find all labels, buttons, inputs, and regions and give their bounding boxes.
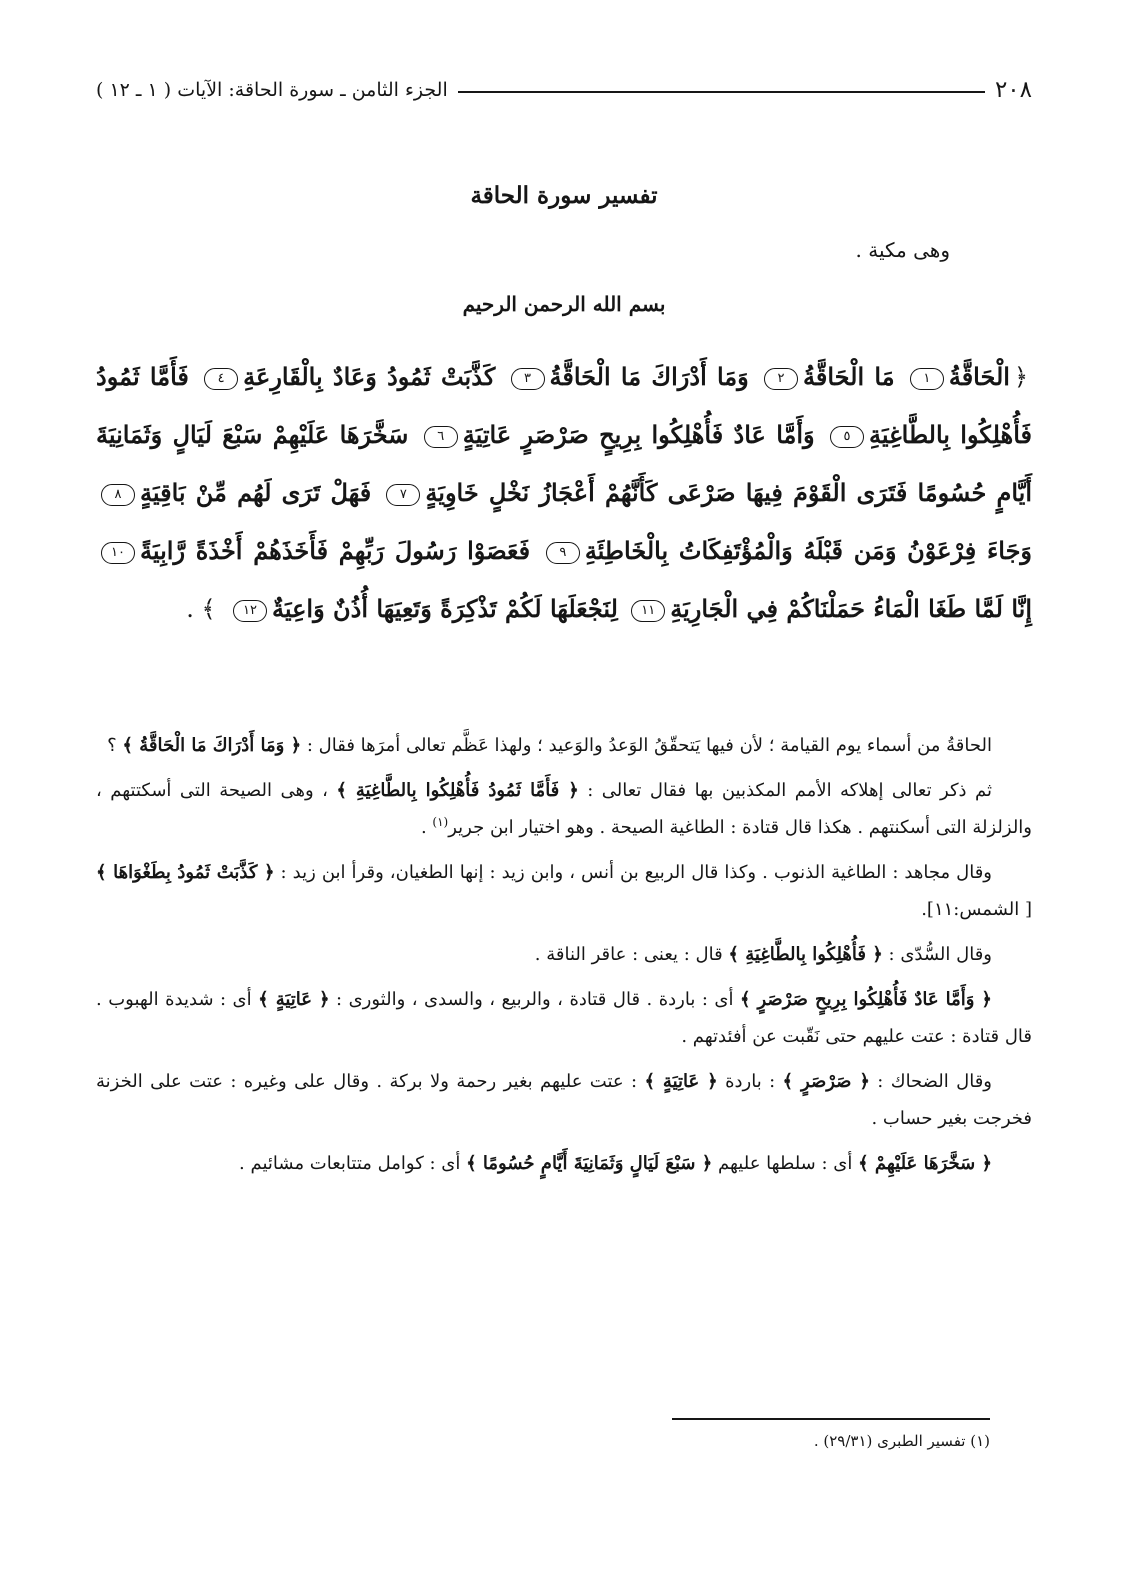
basmala: بسم الله الرحمن الرحيم (462, 292, 666, 316)
commentary-text: . (420, 817, 433, 838)
verse-number-marker: ٤ (204, 368, 238, 390)
quoted-verse: ﴿ سَبْعَ لَيَالٍ وَثَمَانِيَةَ أَيَّامٍ حُسُومًا ﴾ (466, 1153, 713, 1174)
commentary-text: أى : باردة . قال قتادة ، والربيع ، والسدى ، والثورى : (329, 989, 740, 1010)
commentary-text: الحاقةُ من أسماء يوم القيامة ؛ لأن فيها يَتحقّقُ الوَعدُ والوَعيد ؛ ولهذا عَظَّم تعالى أمرَها فقال : (301, 735, 992, 756)
commentary-text: : عتت عليهم بغير رحمة ولا بركة . وقال على وغيره : عتت على الخزنة فخرجت بغير حساب . (96, 1071, 1032, 1129)
quoted-verse: ﴿ وَمَا أَدْرَاكَ مَا الْحَاقَّةُ ﴾ (122, 735, 302, 756)
commentary-text: وقال مجاهد : الطاغية الذنوب . وكذا قال الربيع بن أنس ، وابن زيد : إنها الطغيان، وقرأ ابن زيد : (274, 862, 992, 883)
verse-text: مَا الْحَاقَّةُ (803, 362, 895, 391)
surah-title: تفسير سورة الحاقة (470, 182, 658, 209)
ornate-bracket-close: ﴾ . (186, 595, 216, 623)
quoted-verse: ﴿ صَرْصَرٍ ﴾ (782, 1071, 870, 1092)
commentary-text: ؟ (107, 735, 123, 756)
quoted-verse: ﴿ وَأَمَّا عَادٌ فَأُهْلِكُوا بِرِيحٍ صَرْصَرٍ ﴾ (739, 989, 992, 1010)
commentary-text: أى : شديدة الهبوب . قال قتادة : عتت عليهم حتى نَقّبت عن أفئدتهم . (96, 989, 1032, 1047)
verse-number-marker: ٢ (764, 368, 798, 390)
footnote: (١) تفسير الطبرى (٢٩/٣١) . (813, 1432, 990, 1450)
quoted-verse: ﴿ فَأُهْلِكُوا بِالطَّاغِيَةِ ﴾ (728, 944, 883, 965)
meccan-note: وهى مكية . (855, 238, 950, 262)
verse-text: وَمَا أَدْرَاكَ مَا الْحَاقَّةُ (549, 362, 749, 391)
verse-text: وَأَمَّا عَادٌ فَأُهْلِكُوا بِرِيحٍ صَرْصَرٍ عَاتِيَةٍ (462, 420, 815, 449)
verse-number-marker: ٧ (386, 484, 420, 506)
page-number: ٢٠٨ (994, 77, 1032, 103)
commentary-paragraph (96, 854, 1032, 928)
verse-number-marker: ٣ (511, 368, 545, 390)
verse-number-marker: ١٢ (233, 600, 267, 622)
verse-number-marker: ١ (910, 368, 944, 390)
verse-number-marker: ٨ (101, 484, 135, 506)
ornate-bracket-open: ﴿ (1013, 363, 1029, 391)
verse-text: فَهَلْ تَرَى لَهُم مِّنْ بَاقِيَةٍ (140, 478, 372, 507)
verse-number-marker: ٥ (830, 426, 864, 448)
commentary-text: أى : سلطها عليهم (712, 1153, 859, 1174)
quoted-verse: ﴿ فَأَمَّا ثَمُودُ فَأُهْلِكُوا بِالطَّاغِيَةِ ﴾ (336, 780, 579, 801)
commentary-paragraph (96, 1145, 1032, 1182)
quran-verses-block (96, 348, 1032, 638)
footnote-reference: (١) (432, 815, 449, 829)
verse-text: كَذَّبَتْ ثَمُودُ وَعَادٌ بِالْقَارِعَةِ (243, 362, 496, 391)
footnote-rule (672, 1418, 990, 1420)
verse-text: لِنَجْعَلَهَا لَكُمْ تَذْكِرَةً وَتَعِيَهَا أُذُنٌ وَاعِيَةٌ (271, 594, 618, 623)
commentary-paragraph (96, 727, 1032, 764)
verse-text: فَعَصَوْا رَسُولَ رَبِّهِمْ فَأَخَذَهُمْ أَخْذَةً رَّابِيَةً (140, 536, 531, 565)
quoted-verse: ﴿ عَاتِيَةٍ ﴾ (258, 989, 330, 1010)
commentary-text: ، وهى الصيحة التى أسكتتهم ، والزلزلة التى أسكنتهم . هكذا قال قتادة : الطاغية الصيحة . وهو اختيار ابن جرير (96, 780, 1032, 838)
commentary-paragraph (96, 981, 1032, 1055)
quoted-verse: ﴿ عَاتِيَةٍ ﴾ (644, 1071, 718, 1092)
commentary-text: [ الشمس:١١]. (921, 899, 1032, 920)
commentary-paragraph (96, 772, 1032, 846)
commentary-block (96, 727, 1032, 1190)
verse-number-marker: ٦ (424, 426, 458, 448)
quoted-verse: ﴿ سَخَّرَهَا عَلَيْهِمْ ﴾ (858, 1153, 992, 1174)
commentary-text: وقال الضحاك : (869, 1071, 993, 1092)
header-rule (458, 91, 985, 93)
commentary-text: : باردة (717, 1071, 783, 1092)
quoted-verse: ﴿ كَذَّبَتْ ثَمُودُ بِطَغْوَاهَا ﴾ (96, 862, 275, 883)
commentary-paragraph (96, 1063, 1032, 1137)
verse-number-marker: ٩ (546, 542, 580, 564)
verse-text: إِنَّا لَمَّا طَغَا الْمَاءُ حَمَلْنَاكُمْ فِي الْجَارِيَةِ (670, 594, 1032, 623)
commentary-text: وقال السُّدّى : (882, 944, 992, 965)
commentary-text: ثم ذكر تعالى إهلاكه الأمم المكذبين بها فقال تعالى : (578, 780, 992, 801)
commentary-text: قال : يعنى : عاقر الناقة . (534, 944, 729, 965)
verse-text: وَجَاءَ فِرْعَوْنُ وَمَن قَبْلَهُ وَالْمُؤْتَفِكَاتُ بِالْخَاطِئَةِ (584, 536, 1032, 565)
running-header (96, 72, 1032, 108)
verse-text: سَخَّرَهَا عَلَيْهِمْ سَبْعَ لَيَالٍ وَثَمَانِيَةَ أَيَّامٍ حُسُومًا فَتَرَى الْقَوْمَ فِيهَا صَرْعَى كَأَنَّهُمْ أَعْجَازُ نَخْلٍ خَاوِيَةٍ (96, 420, 1032, 507)
commentary-text: أى : كوامل متتابعات مشائيم . (239, 1153, 467, 1174)
verse-text: فَأَمَّا ثَمُودُ فَأُهْلِكُوا بِالطَّاغِيَةِ (96, 362, 1032, 449)
verse-number-marker: ١١ (631, 600, 665, 622)
verse-text: الْحَاقَّةُ (948, 362, 1010, 391)
commentary-paragraph (96, 936, 1032, 973)
verse-number-marker: ١٠ (101, 542, 135, 564)
header-title: الجزء الثامن ـ سورة الحاقة: الآيات ( ١ ـ ١٢ ) (96, 79, 448, 101)
